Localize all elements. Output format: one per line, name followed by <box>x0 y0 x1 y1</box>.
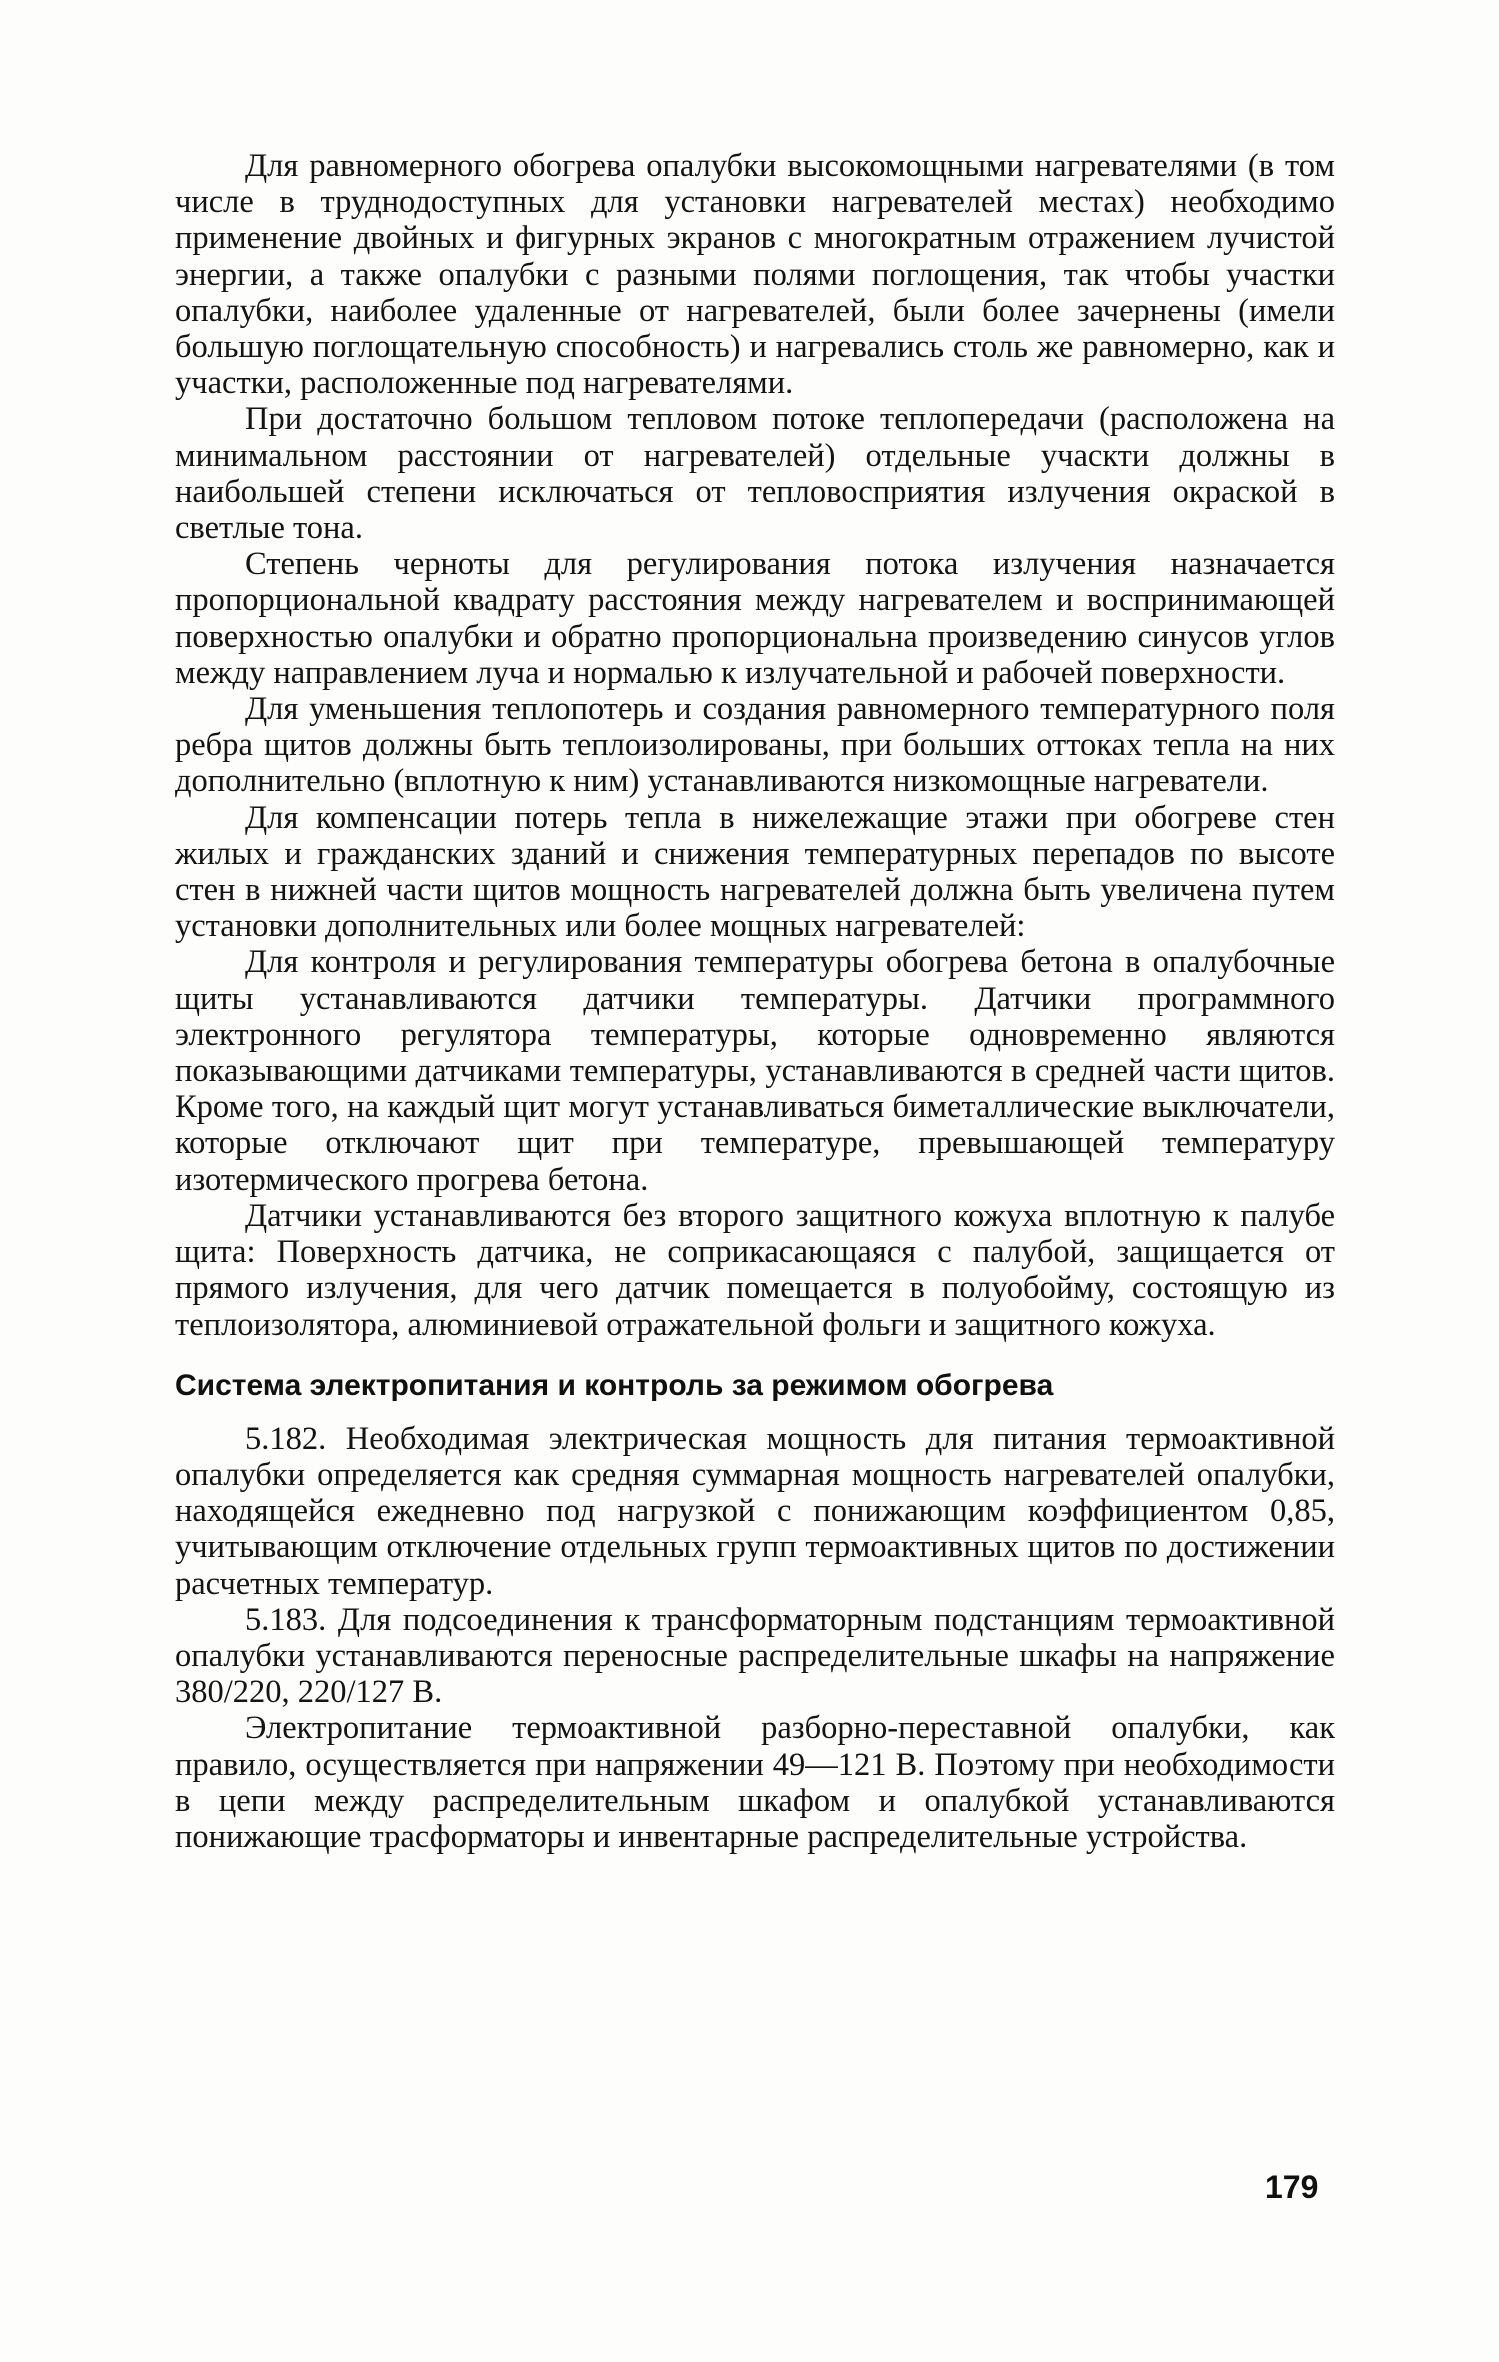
paragraph-power-supply: Электропитание термоактивной разборно-переставной опалубки, как правило, осуществляется при напряжении 49—121 В. Поэтому при необходимости в цепи между распределительным шкафом и опалубкой устанавливаются понижающие трасформаторы и инвентарные распределительные устройства. <box>175 1710 1335 1855</box>
paragraph-1: Для равномерного обогрева опалубки высокомощными нагревателями (в том числе в труднодоступных для установки нагревателей местах) необходимо применение двойных и фигурных экранов с многократным отражением лучистой энергии, а также опалубки с разными полями поглощения, так чтобы участки опалубки, наиболее удаленные от нагревателей, были более зачернены (имели большую поглощательную способность) и нагревались столь же равномерно, как и участки, расположенные под нагревателями. <box>175 148 1335 402</box>
page-number: 179 <box>1265 2169 1319 2205</box>
paragraph-5-182: 5.182. Необходимая электрическая мощность для питания термоактивной опалубки определяется как средняя суммарная мощность нагревателей опалубки, находящейся ежедневно под нагрузкой с понижающим коэффициентом 0,85, учитывающим отключение отдельных групп термоактивных щитов по достижении расчетных температур. <box>175 1420 1335 1602</box>
paragraph-4: Для уменьшения теплопотерь и создания равномерного температурного поля ребра щитов должны быть теплоизолированы, при больших оттоках тепла на них дополнительно (вплотную к ним) устанавливаются низкомощные нагреватели. <box>175 691 1335 800</box>
paragraph-5: Для компенсации потерь тепла в нижележащие этажи при обогреве стен жилых и гражданских зданий и снижения температурных перепадов по высоте стен в нижней части щитов мощность нагревателей должна быть увеличена путем установки дополнительных или более мощных нагревателей: <box>175 799 1335 945</box>
section-heading: Система электропитания и контроль за режимом обогрева <box>175 1368 1054 1402</box>
paragraph-6: Для контроля и регулирования температуры обогрева бетона в опалубочные щиты устанавливаются датчики температуры. Датчики программного электронного регулятора температуры, которые одновременно являются показывающими датчиками температуры, устанавливаются в средней части щитов. Кроме того, на каждый щит могут устанавливаться биметаллические выключатели, которые отключают щит при температуре, превышающей температуру изотермического прогрева бетона. <box>175 944 1335 1198</box>
paragraph-7: Датчики устанавливаются без второго защитного кожуха вплотную к палубе щита: Поверхность датчика, не соприкасающаяся с палубой, защищается от прямого излучения, для чего датчик помещается в полуобойму, состоящую из теплоизолятора, алюминиевой отражательной фольги и защитного кожуха. <box>175 1197 1335 1343</box>
page-body <box>175 148 1335 1855</box>
paragraph-2: При достаточно большом тепловом потоке теплопередачи (расположена на минимальном расстоянии от нагревателей) отдельные учаскти должны в наибольшей степени исключаться от тепловосприятия излучения окраской в светлые тона. <box>175 401 1335 547</box>
paragraph-3: Степень черноты для регулирования потока излучения назначается пропорциональной квадрату расстояния между нагревателем и воспринимающей поверхностью опалубки и обратно пропорциональна произведению синусов углов между направлением луча и нормалью к излучательной и рабочей поверхности. <box>175 546 1335 691</box>
paragraph-5-183: 5.183. Для подсоединения к трансформаторным подстанциям термоактивной опалубки устанавливаются переносные распределительные шкафы на напряжение 380/220, 220/127 В. <box>175 1601 1335 1711</box>
